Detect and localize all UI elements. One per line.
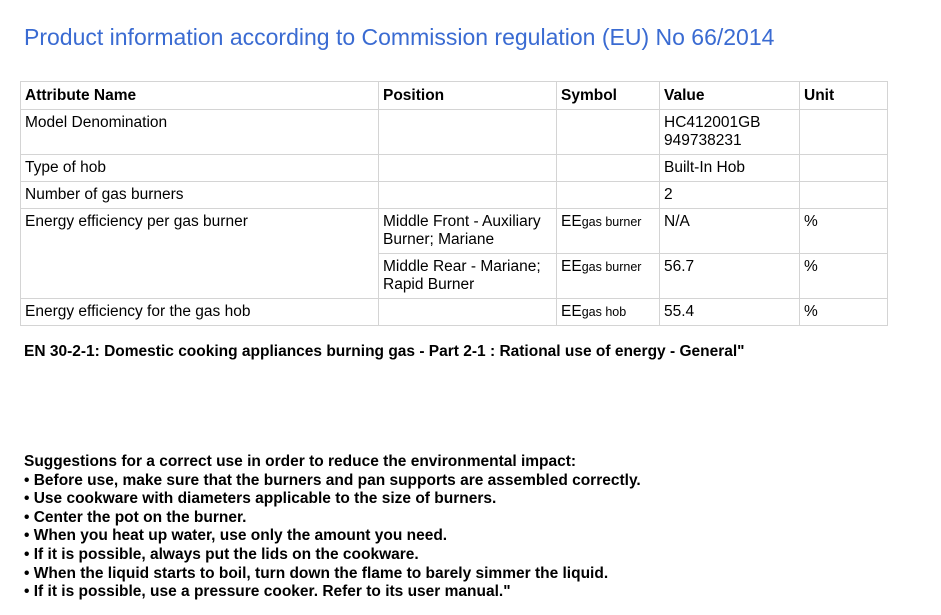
suggestion-item: • Before use, make sure that the burners and pan supports are assembled correctly. [24, 471, 641, 489]
value-cell [660, 182, 800, 209]
table-row [21, 182, 888, 209]
attribute-cell: Number of gas burners [21, 182, 379, 209]
unit-cell [800, 155, 888, 182]
value-cell [660, 155, 800, 182]
header-symbol: Symbol [557, 82, 660, 110]
symbol-cell [557, 155, 660, 182]
table-row [21, 299, 888, 326]
table-row [21, 155, 888, 182]
position-cell: Middle Rear - Mariane; Rapid Burner [379, 254, 557, 299]
unit-cell [800, 182, 888, 209]
standard-reference: EN 30-2-1: Domestic cooking appliances burning gas - Part 2-1 : Rational use of energy - General" [24, 343, 745, 360]
value-line: Built-In Hob [664, 159, 745, 176]
table-row [21, 110, 888, 155]
position-cell [379, 299, 557, 326]
value-line: 56.7 [664, 258, 695, 275]
symbol-main: EE [561, 258, 582, 275]
header-attribute-name: Attribute Name [21, 82, 379, 110]
attribute-cell: Type of hob [21, 155, 379, 182]
suggestions-block [24, 453, 641, 602]
page-title: Product information according to Commission regulation (EU) No 66/2014 [24, 24, 775, 50]
symbol-subscript: gas burner [581, 215, 642, 229]
suggestion-item: • If it is possible, use a pressure cooker. Refer to its user manual." [24, 583, 511, 601]
value-cell [660, 254, 800, 299]
table-header-row [21, 82, 888, 110]
suggestion-item: • When you heat up water, use only the amount you need. [24, 527, 448, 545]
symbol-cell [557, 110, 660, 155]
suggestion-item: • If it is possible, always put the lids on the cookware. [24, 545, 419, 563]
value-line: HC412001GB [664, 114, 761, 131]
symbol-main: EE [561, 213, 582, 230]
header-position: Position [379, 82, 557, 110]
attribute-cell: Energy efficiency for the gas hob [21, 299, 379, 326]
position-cell [379, 182, 557, 209]
position-cell: Middle Front - Auxiliary Burner; Mariane [379, 209, 557, 254]
value-line: 949738231 [664, 132, 742, 149]
symbol-cell [557, 209, 660, 254]
attribute-cell: Model Denomination [21, 110, 379, 155]
attribute-cell: Energy efficiency per gas burner [21, 209, 379, 299]
product-info-table [20, 81, 888, 326]
position-cell [379, 155, 557, 182]
value-line: N/A [664, 213, 690, 230]
unit-cell: % [800, 299, 888, 326]
header-unit: Unit [800, 82, 888, 110]
value-cell [660, 110, 800, 155]
suggestion-item: • Center the pot on the burner. [24, 508, 247, 526]
value-cell [660, 209, 800, 254]
unit-cell: % [800, 254, 888, 299]
suggestions-heading: Suggestions for a correct use in order to reduce the environmental impact: [24, 453, 577, 470]
value-line: 55.4 [664, 303, 695, 320]
table-row [21, 209, 888, 254]
symbol-cell [557, 299, 660, 326]
symbol-cell [557, 182, 660, 209]
header-value: Value [660, 82, 800, 110]
value-line: 2 [664, 186, 673, 203]
symbol-subscript: gas burner [581, 260, 642, 274]
unit-cell: % [800, 209, 888, 254]
unit-cell [800, 110, 888, 155]
suggestion-item: • Use cookware with diameters applicable to the size of burners. [24, 490, 497, 508]
value-cell [660, 299, 800, 326]
suggestion-item: • When the liquid starts to boil, turn down the flame to barely simmer the liquid. [24, 564, 609, 582]
position-cell [379, 110, 557, 155]
symbol-main: EE [561, 303, 582, 320]
symbol-cell [557, 254, 660, 299]
symbol-subscript: gas hob [581, 305, 627, 319]
